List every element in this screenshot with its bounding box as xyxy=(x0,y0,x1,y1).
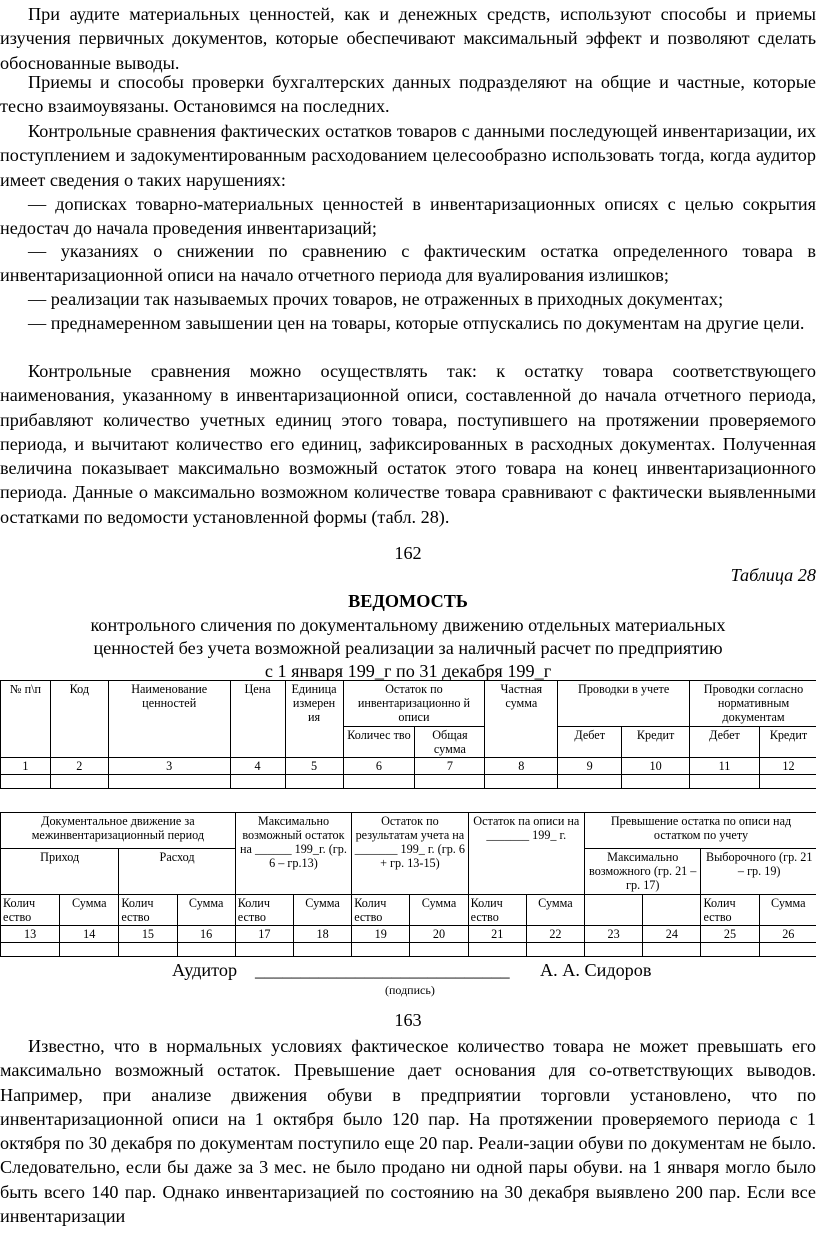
empty-cell xyxy=(759,775,816,789)
header-credit-accounting: Кредит xyxy=(622,727,690,758)
header-sum: Сумма xyxy=(759,895,816,926)
empty-cell xyxy=(643,895,701,926)
empty-cell xyxy=(585,943,643,957)
header-max-possible-rest: Максимально возможный остаток на ______ 199_г. (гр. 6 – гр.13) xyxy=(235,813,351,895)
empty-cell xyxy=(468,943,526,957)
header-sum: Сумма xyxy=(177,895,235,926)
statement-table-part2 xyxy=(0,812,816,957)
column-number: 2 xyxy=(50,758,108,775)
empty-cell xyxy=(622,775,690,789)
page-number-163: 163 xyxy=(394,1010,422,1030)
column-number: 25 xyxy=(701,926,759,943)
column-number: 23 xyxy=(585,926,643,943)
header-expense: Расход xyxy=(119,849,235,895)
paragraph-procedure: Контрольные сравнения можно осуществлять так: к остатку товара соответствующего наименования, указанному в инвентаризационной описи, составленной до начала отчетного периода, прибавляют количество учетных единиц этого товара, поступившего на протяжении проверяемого периода, и вычитают количество его единиц, зафиксированных в расходных документах. Полученная величина показывает максимально возможный остаток этого товара на конец инвентаризационного периода. Данные о максимально возможном количестве товара сравнивают с фактически выявленными остатками по ведомости установленной формы (табл. 28). xyxy=(0,361,816,527)
column-number: 3 xyxy=(108,758,230,775)
table-title: ВЕДОМОСТЬ xyxy=(348,591,468,611)
header-excess-selective: Выборочного (гр. 21 – гр. 19) xyxy=(701,849,816,895)
header-price: Цена xyxy=(230,681,285,758)
header-quantity: Колич ество xyxy=(701,895,759,926)
header-quantity: Колич ество xyxy=(119,895,177,926)
column-number: 22 xyxy=(526,926,584,943)
empty-cell xyxy=(177,943,235,957)
column-number: 20 xyxy=(410,926,468,943)
empty-cell xyxy=(108,775,230,789)
header-quantity: Колич ество xyxy=(352,895,410,926)
table-subtitle-1: контрольного сличения по документальному движению отдельных материальных xyxy=(90,615,726,635)
header-rest-by-inventory: Остаток па описи на _______ 199_ г. xyxy=(468,813,584,895)
header-sum: Сумма xyxy=(293,895,351,926)
empty-cell xyxy=(343,775,415,789)
empty-cell xyxy=(352,943,410,957)
header-debit-accounting: Дебет xyxy=(558,727,622,758)
empty-cell xyxy=(415,775,485,789)
header-accounting-entries: Проводки в учете xyxy=(558,681,690,727)
column-number: 19 xyxy=(352,926,410,943)
empty-cell xyxy=(485,775,558,789)
column-number: 10 xyxy=(622,758,690,775)
empty-cell xyxy=(701,943,759,957)
column-number: 12 xyxy=(759,758,816,775)
empty-cell xyxy=(690,775,760,789)
header-sum: Сумма xyxy=(526,895,584,926)
header-total-sum: Общая сумма xyxy=(415,727,485,758)
header-normative-entries: Проводки согласно нормативным документам xyxy=(690,681,816,727)
column-number: 16 xyxy=(177,926,235,943)
column-number: 24 xyxy=(643,926,701,943)
paragraph-control-comparisons: Контрольные сравнения фактических остатков товаров с данными последующей инвентаризации, их поступлением и задокументированным расходованием целесообразно использовать тогда, когда аудитор имеет сведения о таких нарушениях: xyxy=(0,121,816,190)
empty-cell xyxy=(119,943,177,957)
empty-cell xyxy=(235,943,293,957)
header-code: Код xyxy=(50,681,108,758)
column-number: 6 xyxy=(343,758,415,775)
signature-caption: (подпись) xyxy=(385,983,435,997)
paragraph-methods: Приемы и способы проверки бухгалтерских данных подразделяют на общие и частные, которые тесно взаимоувязаны. Остановимся на последних. xyxy=(0,72,816,117)
empty-cell xyxy=(60,943,119,957)
header-quantity: Количес тво xyxy=(343,727,415,758)
column-number: 1 xyxy=(1,758,51,775)
header-sum: Сумма xyxy=(60,895,119,926)
list-item-prices: — преднамеренном завышении цен на товары, которые отпускались по документам на другие цели. xyxy=(28,313,805,333)
empty-cell xyxy=(558,775,622,789)
list-item-sales: — реализации так называемых прочих товаров, не отраженных в приходных документах; xyxy=(28,289,724,309)
empty-cell xyxy=(285,775,343,789)
table-subtitle-3: с 1 января 199_г по 31 декабря 199_г xyxy=(264,661,552,681)
signature-name: А. А. Сидоров xyxy=(540,960,652,980)
header-item-name: Наименование ценностей xyxy=(108,681,230,758)
header-debit-normative: Дебет xyxy=(690,727,760,758)
header-inventory-rest: Остаток по инвентаризационно й описи xyxy=(343,681,485,727)
empty-cell xyxy=(410,943,468,957)
header-rest-by-accounting: Остаток по результатам учета на _______ 199_ г. (гр. 6 + гр. 13-15) xyxy=(352,813,468,895)
empty-cell xyxy=(585,895,643,926)
table-subtitle-2: ценностей без учета возможной реализации за наличный расчет по предприятию xyxy=(93,638,723,658)
header-row-number: № п\п xyxy=(1,681,51,758)
empty-cell xyxy=(293,943,351,957)
header-quantity: Колич ество xyxy=(235,895,293,926)
column-number: 18 xyxy=(293,926,351,943)
column-number: 7 xyxy=(415,758,485,775)
column-number: 8 xyxy=(485,758,558,775)
header-quantity: Колич ество xyxy=(468,895,526,926)
empty-cell xyxy=(526,943,584,957)
column-number: 13 xyxy=(1,926,60,943)
column-number: 4 xyxy=(230,758,285,775)
header-excess: Превышение остатка по описи над остатком по учету xyxy=(585,813,816,849)
column-number: 5 xyxy=(285,758,343,775)
list-item-additions: — дописках товарно-материальных ценностей в инвентаризационных описях с целью сокрытия недостач до начала проведения инвентаризаций; xyxy=(0,194,816,239)
empty-cell xyxy=(1,775,51,789)
paragraph-intro: При аудите материальных ценностей, как и денежных средств, используют способы и приемы изучения первичных документов, которые обеспечивают максимальный эффект и позволяют сделать обоснованные выводы. xyxy=(0,4,816,73)
header-receipt: Приход xyxy=(1,849,119,895)
statement-table-part1 xyxy=(0,680,816,789)
list-item-reductions: — указаниях о снижении по сравнению с фактическим остатка определенного товара в инвентаризационной описи на начало отчетного периода для вуалирования излишков; xyxy=(0,241,816,286)
empty-cell xyxy=(643,943,701,957)
paragraph-bottom: Известно, что в нормальных условиях фактическое количество товара не может превышать его максимально возможный остаток. Превышение дает основания для со-ответствующих выводов. Например, при анализе движения обуви в предприятии торговли установлено, что по инвентаризационной описи на 1 октября было 120 пар. На протяжении проверяемого периода с 1 октября по 30 декабря по документам поступило еще 20 пар. Реали-зации обуви по документам не было. Следовательно, если бы даже за 3 мес. не было продано ни одной пары обуви. на 1 января могло было быть всего 140 пар. Однако инвентаризацией по состоянию на 30 декабря выявлено 200 пар. Если все инвентаризации xyxy=(0,1036,816,1227)
column-number: 15 xyxy=(119,926,177,943)
column-number: 26 xyxy=(759,926,816,943)
header-credit-normative: Кредит xyxy=(759,727,816,758)
header-unit: Единица измерен ия xyxy=(285,681,343,758)
empty-cell xyxy=(759,943,816,957)
column-number: 21 xyxy=(468,926,526,943)
header-excess-max: Максимально возможного (гр. 21 – гр. 17) xyxy=(585,849,701,895)
empty-cell xyxy=(230,775,285,789)
page-number-162: 162 xyxy=(394,543,422,563)
header-sum: Сумма xyxy=(410,895,468,926)
column-number: 14 xyxy=(60,926,119,943)
signature-label: Аудитор xyxy=(172,960,238,980)
empty-cell xyxy=(1,943,60,957)
header-quantity: Колич ество xyxy=(1,895,60,926)
column-number: 17 xyxy=(235,926,293,943)
header-partial-sum: Частная сумма xyxy=(485,681,558,758)
column-number: 9 xyxy=(558,758,622,775)
signature-line: ____________________________ xyxy=(255,960,510,980)
empty-cell xyxy=(50,775,108,789)
table-caption: Таблица 28 xyxy=(730,565,816,585)
header-documentary-movement: Документальное движение за межинвентаризационный период xyxy=(1,813,236,849)
column-number: 11 xyxy=(690,758,760,775)
